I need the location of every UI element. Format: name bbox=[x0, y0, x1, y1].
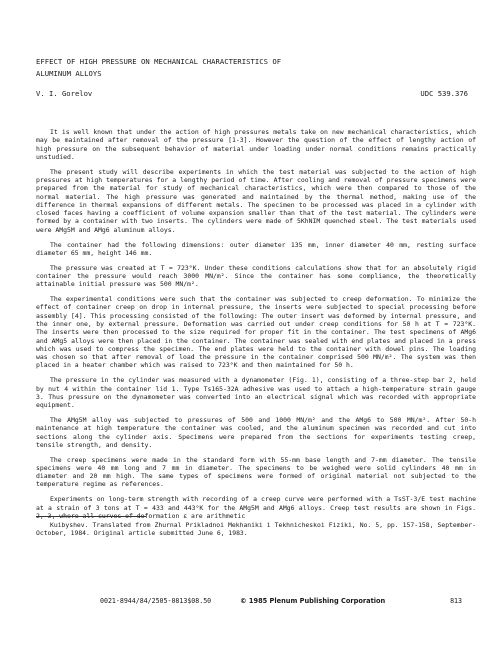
paragraph-dynamometer: The pressure in the cylinder was measured with a dynamometer (Fig. 1), consisting of a three-step bar 2, held by nut 4 within the container lid 1. Type Ts165-32A adhesive was used to attach a high-temperature strain gauge 3. Thus pressure on the dynamometer was converted into an electrical signal which was recorded with appropriate equipment. bbox=[36, 376, 476, 410]
paragraph-pressure: The pressure was created at T = 723°K. Under these conditions calculations show that for an absolutely rigid container the pressure would reach 3000 MN/m². Since the container has some compliance, the theoretically attainable initial pressure was 500 MN/m². bbox=[36, 263, 476, 289]
paragraph-container-dimensions: The container had the following dimensions: outer diameter 135 mm, inner diameter 40 mm, resting surface diameter 65 mm, height 146 mm. bbox=[36, 240, 476, 257]
copyright-notice: © 1985 Plenum Publishing Corporation bbox=[240, 597, 386, 605]
paragraph-alloy-treatment: The AMg5M alloy was subjected to pressures of 500 and 1000 MN/m² and the AMg6 to 500 MN/m². After 50-h maintenance at high temperature the container was cooled, and the aluminum specimen was recorded and cut into sections along the cylinder axis. Specimens were prepared from the sections for experiments testing creep, tensile strength, and density. bbox=[36, 415, 476, 449]
footnote: Kuibyshev. Translated from Zhurnal Prikladnoi Mekhaniki i Tekhnicheskoi Fiziki, No. 5, pp. 157-158, September-October, 1984. Original article submitted June 6, 1983. bbox=[36, 521, 476, 538]
article-body bbox=[36, 128, 476, 527]
paragraph-experimental-conditions: The experimental conditions were such that the container was subjected to creep deformation. To minimize the effect of container creep on drop in internal pressure, the inserts were subjected to special processing before assembly [4]. This processing consisted of the following: The outer insert was deformed by internal pressure, and the inner one, by external pressure. Deformation was carried out under creep conditions for 50 h at T = 723°K. The inserts were then processed to the size required for proper fit in the container. The test specimens of AMg6 and AMg5 alloys were then placed in the container. The container was sealed with end plates and placed in a press which was used to compress the specimen. The end plates were held to the container with dowel pins. The loading was chosen so that after removal of load the pressure in the container comprised 500 MN/m². The system was then placed in a heater chamber which was raised to 723°K and then maintained for 50 h. bbox=[36, 295, 476, 370]
paragraph-specimens: The creep specimens were made in the standard form with 55-mm base length and 7-mm diameter. The tensile specimens were 40 mm long and 7 mm in diameter. The specimens to be weighed were solid cylinders 40 mm in diameter and 20 mm high. The same types of specimens were formed of original material not subjected to the temperature regime as references. bbox=[36, 455, 476, 489]
article-title-line-1: EFFECT OF HIGH PRESSURE ON MECHANICAL CHARACTERISTICS OF bbox=[36, 57, 282, 66]
paragraph-method: The present study will describe experiments in which the test material was subjected to the action of high pressures at high temperatures for a lengthy period of time. After cooling and removal of pressure specimens were prepared from the material for study of mechanical characteristics, which were then compared to those of the normal material. The high pressure was generated and maintained by the thermal method, making use of the difference in thermal expansions of different metals. The specimen to be processed was placed in a cylinder with closed faces having a coefficient of volume expansion smaller than that of the test material. The cylinders were formed by a container with two inserts. The cylinders were made of 5KhNIM quenched steel. The test materials used were AMg5M and AMg6 aluminum alloys. bbox=[36, 167, 476, 234]
publication-code: 0021-8944/84/2505-0813$08.50 bbox=[100, 597, 212, 605]
paragraph-creep-tests: Experiments on long-term strength with recording of a creep curve were performed with a TsST-3/E test machine at a strain of 3 tons at T = 433 and 443°K for the AMg5M and AMg6 alloys. Creep test results are shown in Figs. 2, 3, where all curves of deformation ε are arithmetic bbox=[36, 495, 476, 520]
footnote-divider bbox=[36, 516, 146, 517]
udc-code: UDC 539.376 bbox=[420, 89, 468, 98]
author-name: V. I. Gorelov bbox=[36, 89, 93, 98]
page-number: 813 bbox=[450, 597, 462, 605]
article-title-line-2: ALUMINUM ALLOYS bbox=[36, 69, 102, 78]
paragraph-intro: It is well known that under the action of high pressures metals take on new mechanical characteristics, which may be maintained after removal of the pressure [1-3]. However the question of the effect of lengthy action of high pressure on the subsequent behavior of material under loading under normal conditions remains practically unstudied. bbox=[36, 128, 476, 161]
